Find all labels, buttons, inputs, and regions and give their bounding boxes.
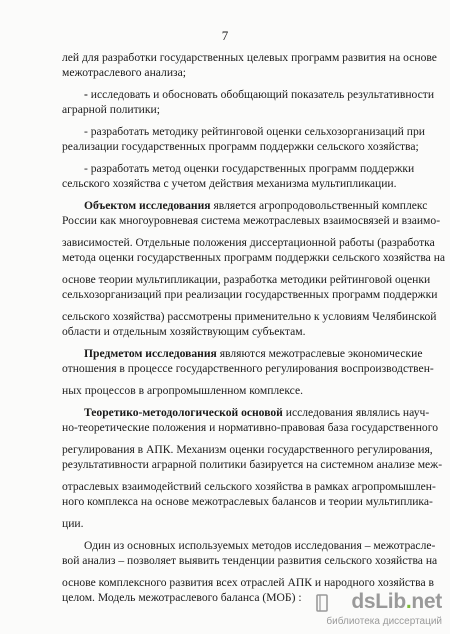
text-line-7: - разработать метод оценки государственных программ поддержки <box>84 162 415 175</box>
text-line-16: области и отдельным хозяйствующим субъектам. <box>62 325 306 338</box>
text-line-27: Один из основных используемых методов исследования – межотрасле- <box>84 539 436 552</box>
text-line-14: сельхозорганизаций при реализации государственных программ поддержки <box>62 288 438 301</box>
text-line-2: межотраслевого анализа; <box>62 66 186 79</box>
text-line-9: Объектом исследования является агропродовольственный комплекс <box>84 199 428 212</box>
text-line-1: лей для разработки государственных целевых программ развития на основе <box>62 51 437 64</box>
watermark-logo: dsLib.net <box>351 590 442 613</box>
text-line-29: основе комплексного развития всех отраслей АПК и народного хозяйства в <box>62 576 434 589</box>
text-line-22: регулирования в АПК. Механизм оценки государственного регулирования, <box>62 443 433 456</box>
text-line-21: но-теоретические положения и нормативно-правовая база государственного <box>62 421 438 434</box>
text-line-19: ных процессов в агропромышленном комплексе. <box>62 384 304 397</box>
text-line-28: вой анализ – позволяет выявить тенденции развития сельского хозяйства на <box>62 554 438 567</box>
text-line-5: - разработать методику рейтинговой оценки сельхозорганизаций при <box>84 125 425 138</box>
page-number: 7 <box>221 28 229 43</box>
text-line-15: сельского хозяйства) рассмотрены применительно к условиям Челябинской <box>62 310 437 323</box>
text-line-18: отношения в процессе государственного регулирования воспроизводствен- <box>62 362 434 375</box>
bullet-dash: - <box>84 88 88 101</box>
book-icon <box>316 594 328 612</box>
term-basis: Теоретико-методологической основой <box>84 406 283 419</box>
text-line-20: Теоретико-методологической основой исследования являлись науч- <box>84 406 430 419</box>
text-line-6: реализации государственных программ поддержки сельского хозяйства; <box>62 140 419 153</box>
text-line-17: Предметом исследования являются межотраслевые экономические <box>84 347 423 360</box>
dslib-watermark <box>320 592 444 630</box>
term-subject: Предметом исследования <box>84 347 217 360</box>
text-line-8: сельского хозяйства с учетом действия механизма мультипликации. <box>62 177 397 190</box>
text-line-24: отраслевых взаимодействий сельского хозяйства в рамках агропромышлен- <box>62 480 436 493</box>
text-line-26: ции. <box>62 517 84 530</box>
text-line-12: метода оценки государственных программ поддержки сельского хозяйства на <box>62 251 446 264</box>
text-line-10: России как многоуровневая система межотраслевых взаимосвязей и взаимо- <box>62 214 441 227</box>
text-line-13: основе теории мультипликации, разработка методики рейтинговой оценки <box>62 273 431 286</box>
text-line-11: зависимостей. Отдельные положения диссертационной работы (разработка <box>62 236 435 249</box>
text-line-4: аграрной политики; <box>62 103 160 116</box>
text-line-23: результативности аграрной политики базируется на системном анализе меж- <box>62 458 443 471</box>
text-line-3: - исследовать и обосновать обобщающий показатель результативности <box>84 88 435 101</box>
watermark-subtitle: библиотека диссертаций <box>326 616 442 627</box>
text-line-30: целом. Модель межотраслевого баланса (МОБ) : <box>62 591 302 604</box>
text-line-25: ного комплекса на основе межотраслевых балансов и теории мультиплика- <box>62 495 433 508</box>
term-object: Объектом исследования <box>84 199 211 212</box>
